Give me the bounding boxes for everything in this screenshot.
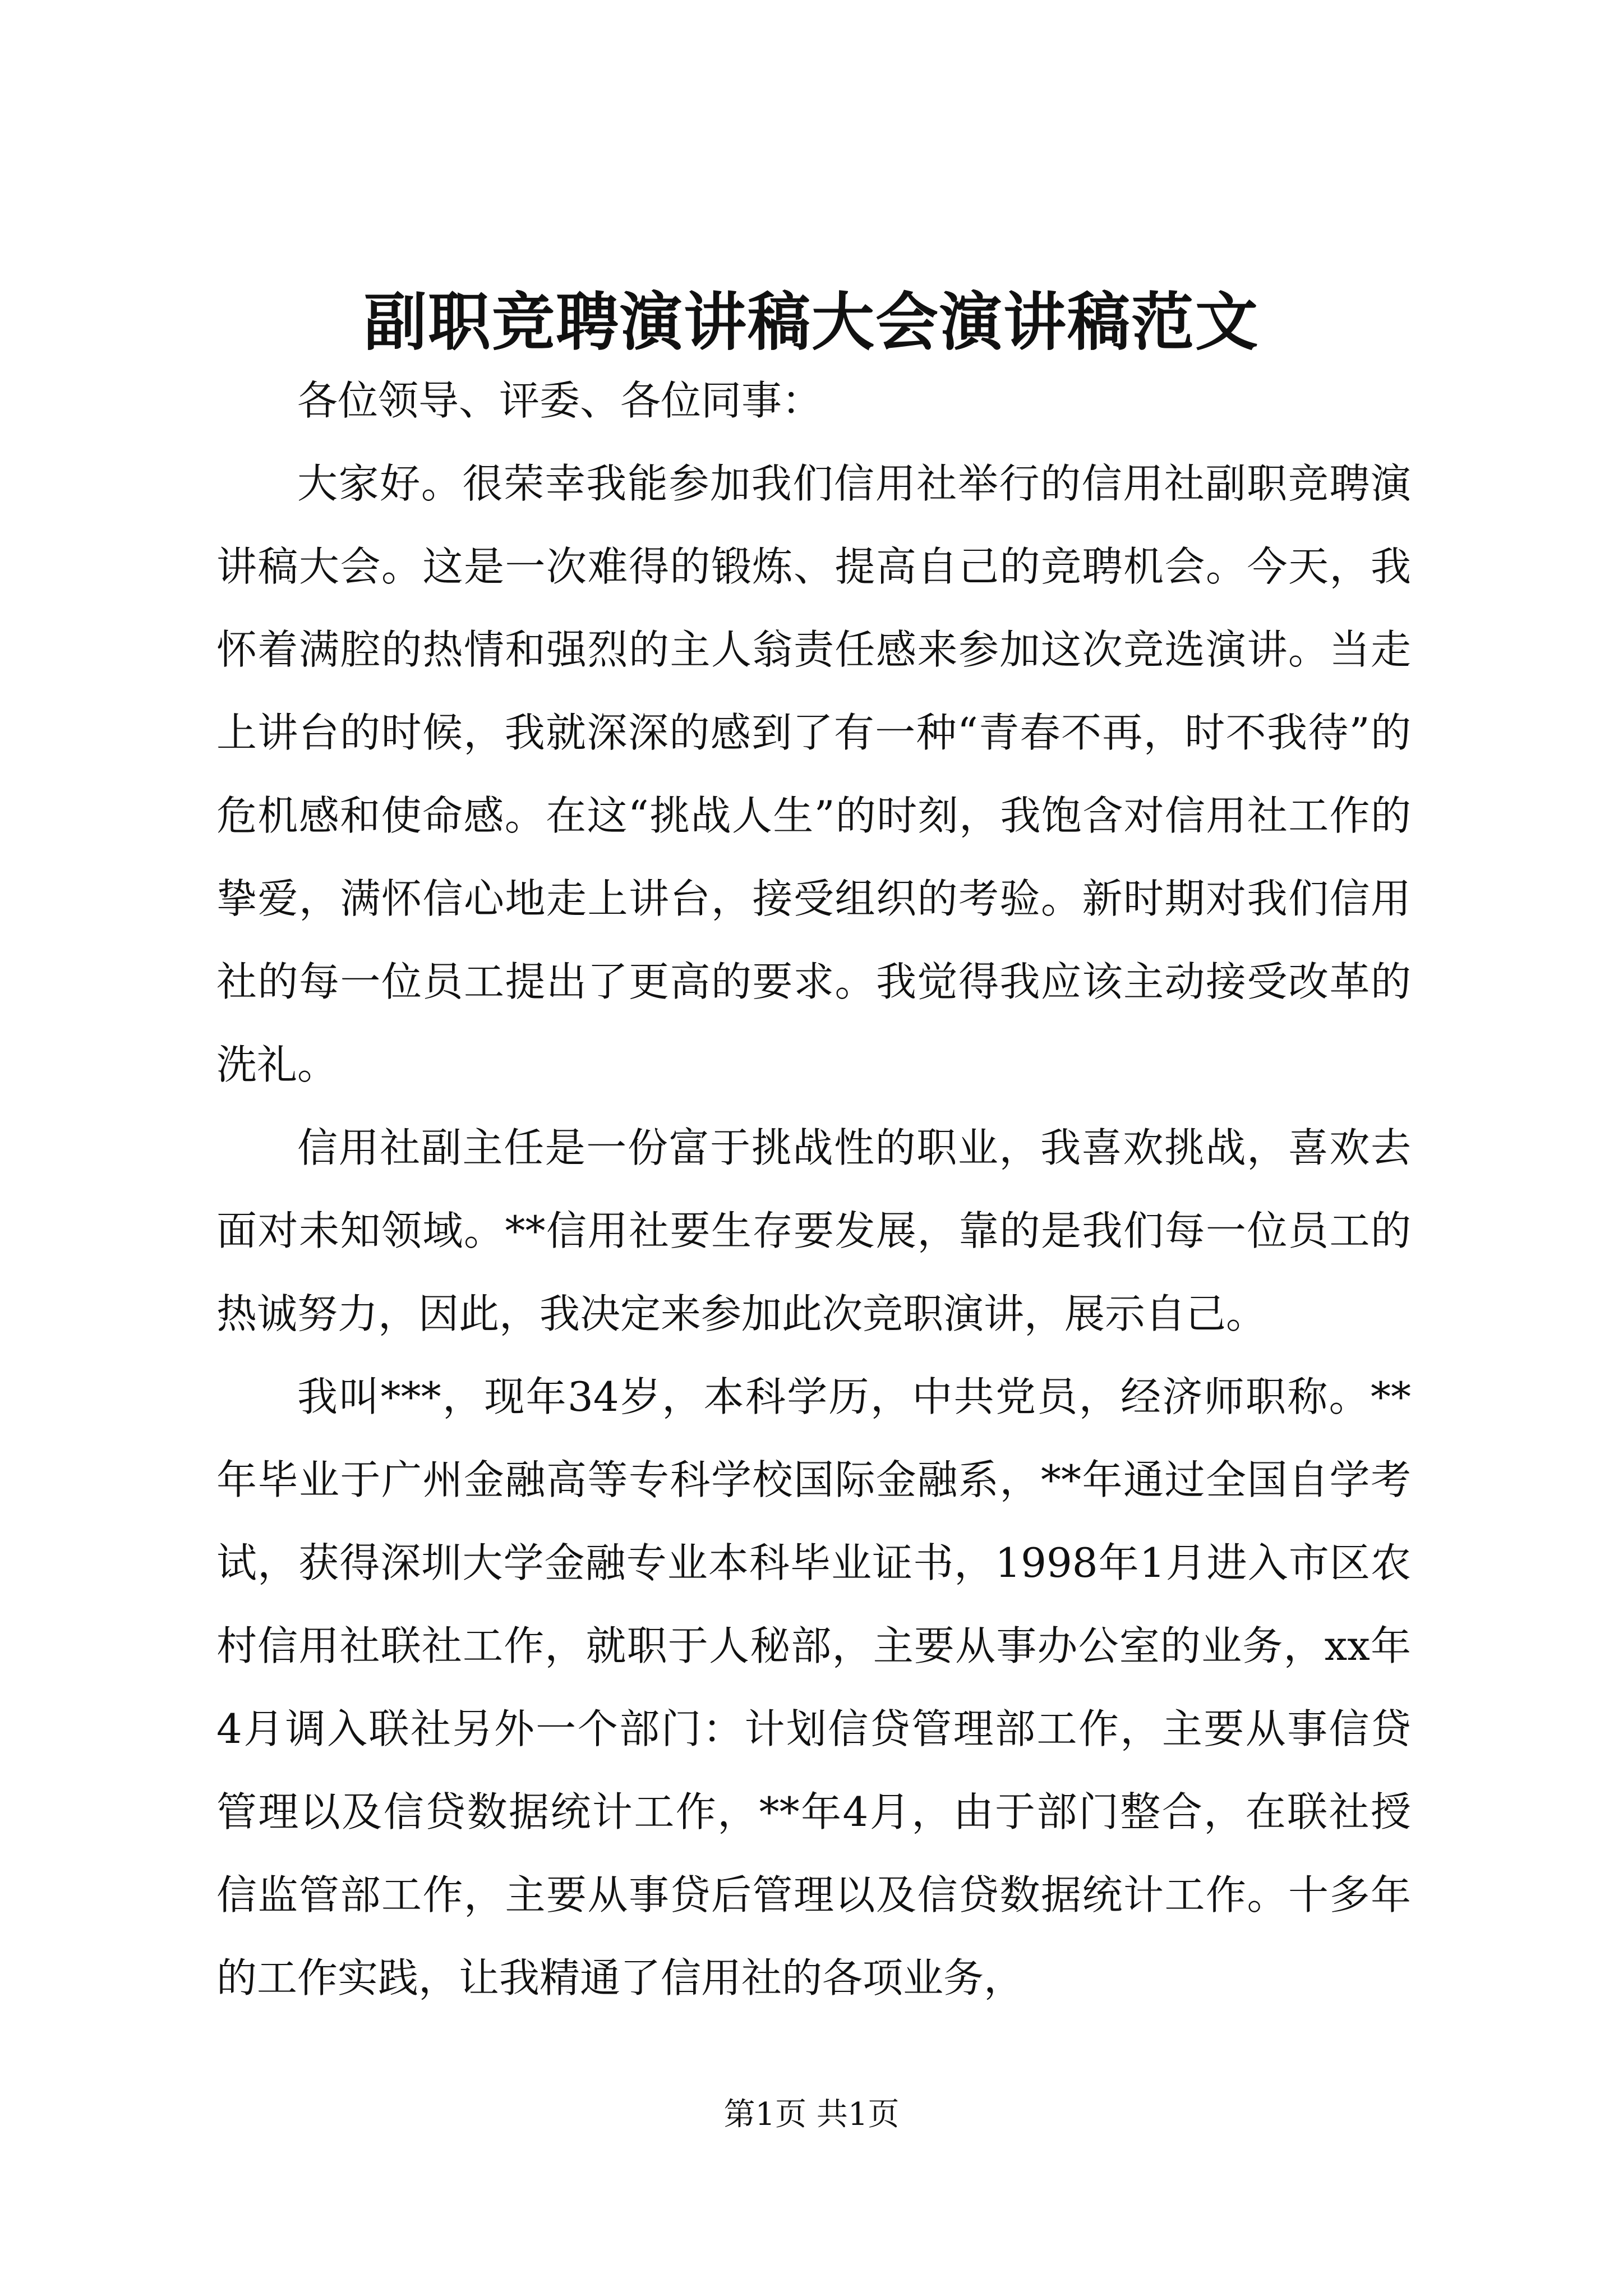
salutation-paragraph: 各位领导、评委、各位同事： bbox=[297, 377, 823, 424]
page-footer: 第1页 共1页 bbox=[723, 2096, 900, 2133]
body-paragraph-3: 我叫***，现年34岁，本科学历，中共党员，经济师职称。**年毕业于广州金融高等专科学校国际金融系，**年通过全国自学考试，获得深圳大学金融专业本科毕业证书，1998年1月进入市区农村信用社联社工作，就职于人秘部，主要从事办公室的业务，xx年4月调入联社另外一个部门：计划信贷管理部工作，主要从事信贷管理以及信贷数据统计工作，**年4月，由于部门整合，在联社授信监管部工作，主要从事贷后管理以及信贷数据统计工作。十多年的工作实践，让我精通了信用社的各项业务， bbox=[216, 1373, 1411, 2001]
body-paragraph-1: 大家好。很荣幸我能参加我们信用社举行的信用社副职竞聘演讲稿大会。这是一次难得的锻炼、提高自己的竞聘机会。今天，我怀着满腔的热情和强烈的主人翁责任感来参加这次竞选演讲。当走上讲台的时候，我就深深的感到了有一种“青春不再，时不我待”的危机感和使命感。在这“挑战人生”的时刻，我饱含对信用社工作的挚爱，满怀信心地走上讲台，接受组织的考验。新时期对我们信用社的每一位员工提出了更高的要求。我觉得我应该主动接受改革的洗礼。 bbox=[216, 460, 1411, 1088]
document-body bbox=[216, 359, 1411, 2019]
document-title: 副职竞聘演讲稿大会演讲稿范文 bbox=[364, 286, 1259, 359]
body-paragraph-2: 信用社副主任是一份富于挑战性的职业，我喜欢挑战，喜欢去面对未知领域。**信用社要生存要发展，靠的是我们每一位员工的热诚努力，因此，我决定来参加此次竞职演讲，展示自己。 bbox=[216, 1124, 1411, 1337]
